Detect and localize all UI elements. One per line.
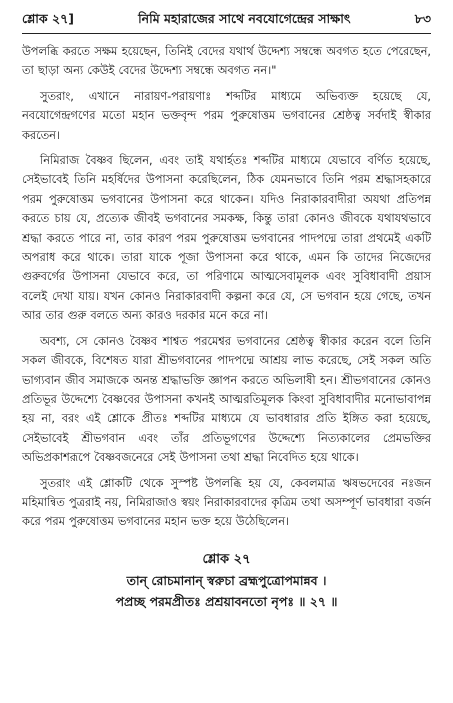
paragraph: নিমিরাজ বৈষ্ণব ছিলেন, এবং তাই যথার্হতঃ শব্দটির মাধ্যমে যেভাবে বর্ণিত হয়েছে, সেইভাবেই তিনি মহর্ষিদের উপাসনা করেছিলেন, ঠিক যেমনভাবে তিনি পরম শ্রদ্ধাসহকারে পরম পুরুষোত্তম ভগবানের উপাসনা করে থাকেন। যদিও নিরাকারবাদীরা অযথা প্রতিপন্ন করতে চায় যে, প্রত্যেক জীবই ভগবানের সমকক্ষ, কিন্তু তারা কোনও জীবকে যথাযথভাবে শ্রদ্ধা করতে পারে না, তার কারণ পরম পুরুষোত্তম ভগবানের পাদপদ্মে তারা প্রথমেই একটি অপরাধ করে থাকে। তারা যাকে পূজা উপাসনা করে থাকে, এমন কি তাদের নিজেদের গুরুবর্গের উপাসনা যেভাবে করে, তা পরিণামে আত্মসেবামূলক এবং সুবিধাবাদী প্রয়াস বলেই দেখা যায়। যখন কোনও নিরাকারবাদী কল্পনা করে যে, সে ভগবান হয়ে গেছে, তখন আর তার গুরু বলতে অন্য কারও দরকার মনে করে না। bbox=[22, 154, 431, 323]
paragraph: সুতরাং, এখানে নারায়ণ-পরায়ণাঃ শব্দটির মাধ্যমে অভিব্যক্ত হয়েছে যে, নবযোগেন্দ্রগণের মতো মহান ভক্তবৃন্দ পরম পুরুষোত্তম ভগবানের শ্রেষ্ঠত্ব সর্বদাই স্বীকার করতেন। bbox=[22, 89, 431, 142]
page-number: ৮৩ bbox=[414, 11, 431, 26]
paragraph: সুতরাং এই শ্লোকটি থেকে সুস্পষ্ট উপলব্ধি হয় যে, কেবলমাত্র ঋষভদেবের নঃজন মহিমান্বিত পুত্ররাই নয়, নিমিরাজাও স্বয়ং নিরাকারবাদের কৃত্রিম তথা অসম্পূর্ণ ভাবধারা বর্জন করে পরম পুরুষোত্তম ভগবানের মহান ভক্ত হয়ে উঠেছিলেন। bbox=[22, 476, 431, 529]
paragraph: অবশ্য, সে কোনও বৈষ্ণব শাশ্বত পরমেশ্বর ভগবানের শ্রেষ্ঠত্ব স্বীকার করেন বলে তিনি সকল জীবকে, বিশেষত যারা শ্রীভগবানের পাদপদ্মে আশ্রয় লাভ করেছে, সেই সকল অতি ভাগ্যবান জীব সমাজকে অনন্ত শ্রদ্ধাভক্তি জ্ঞাপন করতে অভিলাষী হন। শ্রীভগবানের কোনও প্রতিভূর উদ্দেশ্যে বৈষ্ণবের উপাসনা কখনই আত্মরতিমূলক কিংবা সুবিধাবাদীর মনোভাবাপন্ন হয় না, বরং এই শ্লোকে প্রীতঃ শব্দটির মাধ্যমে যে ভাবধারার প্রতি ইঙ্গিত করা হয়েছে, সেইভাবেই শ্রীভগবান এবং তাঁর প্রতিভূগণের উদ্দেশ্যে নিত্যকালের প্রেমভক্তির অভিপ্রকাশরূপে বৈষ্ণবজনেরে সেই উপাসনা তথা শ্রদ্ধা নিবেদিত হয়ে থাকে। bbox=[22, 334, 431, 465]
purport-text bbox=[22, 42, 431, 532]
header-rule bbox=[22, 33, 431, 34]
verse-heading: শ্লোক ২৭ bbox=[202, 551, 251, 567]
paragraph: উপলব্ধি করতে সক্ষম হয়েছেন, তিনিই বেদের যথার্থ উদ্দেশ্য সম্বন্ধে অবগত হতে পেরেছেন, তা ছাড়া অন্য কেউই বেদের উদ্দেশ্য সম্বন্ধে অবগত নন।" bbox=[22, 45, 431, 78]
verse-line: পপ্রচ্ছ পরমপ্রীতঃ প্রশ্রয়াবনতো নৃপঃ ॥ ২৭ ॥ bbox=[115, 593, 338, 609]
chapter-title: নিমি মহারাজের সাথে নবযোগেন্দ্রের সাক্ষাৎ bbox=[138, 11, 351, 26]
verse-reference: শ্লোক ২৭] bbox=[22, 11, 74, 26]
running-header bbox=[22, 10, 431, 31]
verse-line: তান্ রোচমানান্ স্বরুচা ব্রহ্মপুত্রোপমান্নব । bbox=[126, 572, 327, 588]
